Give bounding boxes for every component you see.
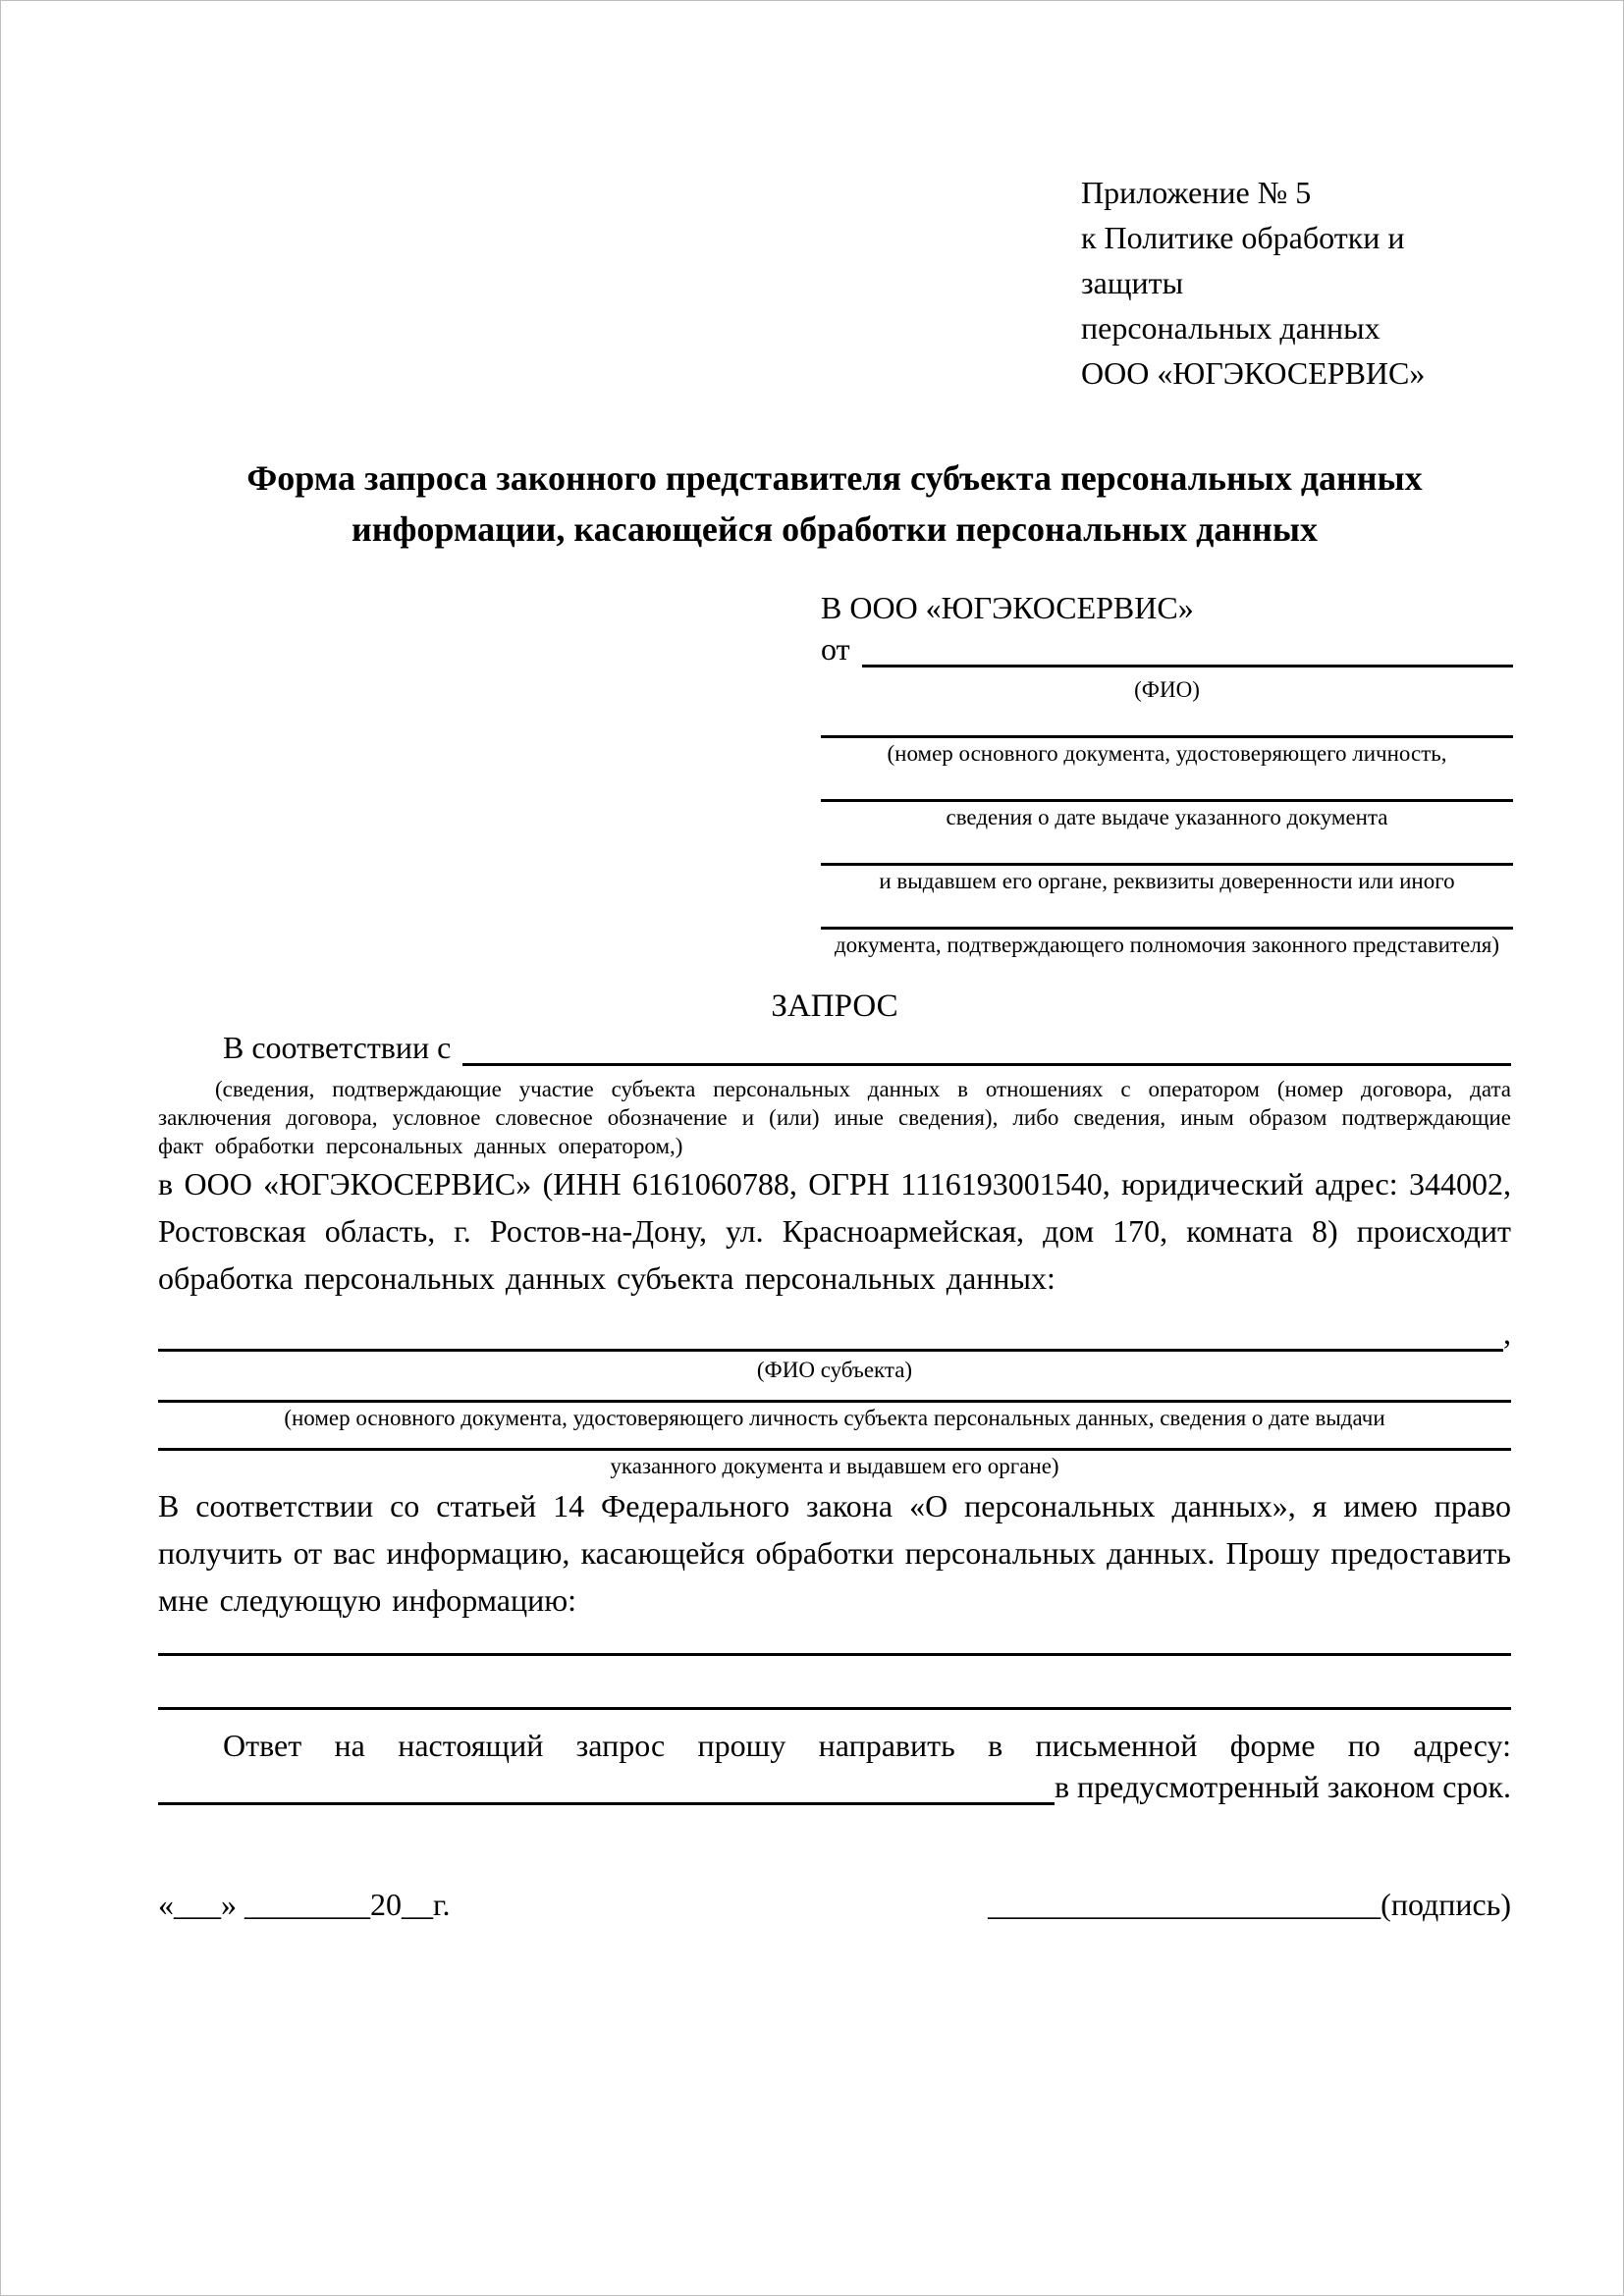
- footer-row: [158, 1887, 1511, 1923]
- small-print-note: (сведения, подтверждающие участие субъекта персональных данных в отношениях с оператором (номер договора, дата заключения договора, условное словесное обозначение и (или) иные сведения), либо сведения, иным образом подтверждающие факт обработки персональных данных оператором,): [158, 1077, 1511, 1158]
- date-line: «___» ________20__г.: [158, 1887, 451, 1922]
- requested-info-blank-line: [158, 1653, 1511, 1656]
- annex-line: персональных данных: [1081, 310, 1380, 346]
- request-heading: ЗАПРОС: [771, 988, 898, 1024]
- representative-doc-caption: (номер основного документа, удостоверяющего личность,: [887, 741, 1447, 766]
- accordance-blank-line: [462, 1032, 1511, 1066]
- annex-line: ООО «ЮГЭКОСЕРВИС»: [1081, 355, 1426, 391]
- representative-doc-caption: документа, подтверждающего полномочия законного представителя): [834, 933, 1500, 957]
- from-blank-line: [862, 633, 1513, 667]
- signature-blank-line: _________________________: [988, 1887, 1381, 1922]
- signature-block: [988, 1887, 1511, 1923]
- law-paragraph: В соответствии со статьей 14 Федерального закона «О персональных данных», я имею право получить от вас информацию, касающейся обработки персональных данных. Прошу предоставить мне следующую информацию:: [158, 1488, 1511, 1618]
- reply-paragraph: Ответ на настоящий запрос прошу направить в письменной форме по адресу:: [223, 1728, 1511, 1763]
- subject-fio-caption: (ФИО субъекта): [756, 1358, 913, 1382]
- signature-caption: (подпись): [1380, 1887, 1511, 1922]
- annex-line: Приложение № 5: [1081, 175, 1312, 210]
- fio-caption: (ФИО): [1134, 677, 1200, 702]
- subject-fio-comma: ,: [1503, 1315, 1511, 1351]
- reply-tail: в предусмотренный законом срок.: [1054, 1769, 1511, 1804]
- subject-doc-caption: (номер основного документа, удостоверяющего личность субъекта персональных данных, сведения о дате выдачи: [284, 1406, 1385, 1430]
- representative-doc-caption: сведения о дате выдаче указанного документа: [946, 805, 1388, 829]
- operator-paragraph: в ООО «ЮГЭКОСЕРВИС» (ИНН 6161060788, ОГРН 1116193001540, юридический адрес: 344002, Ростовская область, г. Ростов-на-Дону, ул. Красноармейская, дом 170, комната 8) происходит обработка персональных данных субъекта персональных данных:: [158, 1166, 1511, 1296]
- representative-doc-caption: и выдавшем его органе, реквизиты доверенности или иного: [879, 869, 1455, 893]
- from-label: от: [821, 631, 850, 667]
- addressee-organization: В ООО «ЮГЭКОСЕРВИС»: [821, 590, 1194, 625]
- annex-block: [1081, 170, 1511, 396]
- annex-line: к Политике обработки и защиты: [1081, 220, 1405, 300]
- reply-address-row: [158, 1769, 1511, 1816]
- subject-fio-row: [158, 1315, 1511, 1355]
- reply-address-blank-line: [158, 1771, 1055, 1805]
- requested-info-blank-line: [158, 1707, 1511, 1710]
- subject-doc-caption: указанного документа и выдавшем его органе): [610, 1454, 1059, 1478]
- accordance-row: [158, 1030, 1511, 1075]
- addressee-block: [821, 584, 1513, 961]
- form-title: Форма запроса законного представителя субъекта персональных данных информации, касающейся обработки персональных данных: [246, 458, 1423, 549]
- subject-fio-blank-line: [158, 1317, 1503, 1352]
- addressee-from-row: [821, 631, 1513, 674]
- accordance-label: В соответствии с: [223, 1030, 452, 1065]
